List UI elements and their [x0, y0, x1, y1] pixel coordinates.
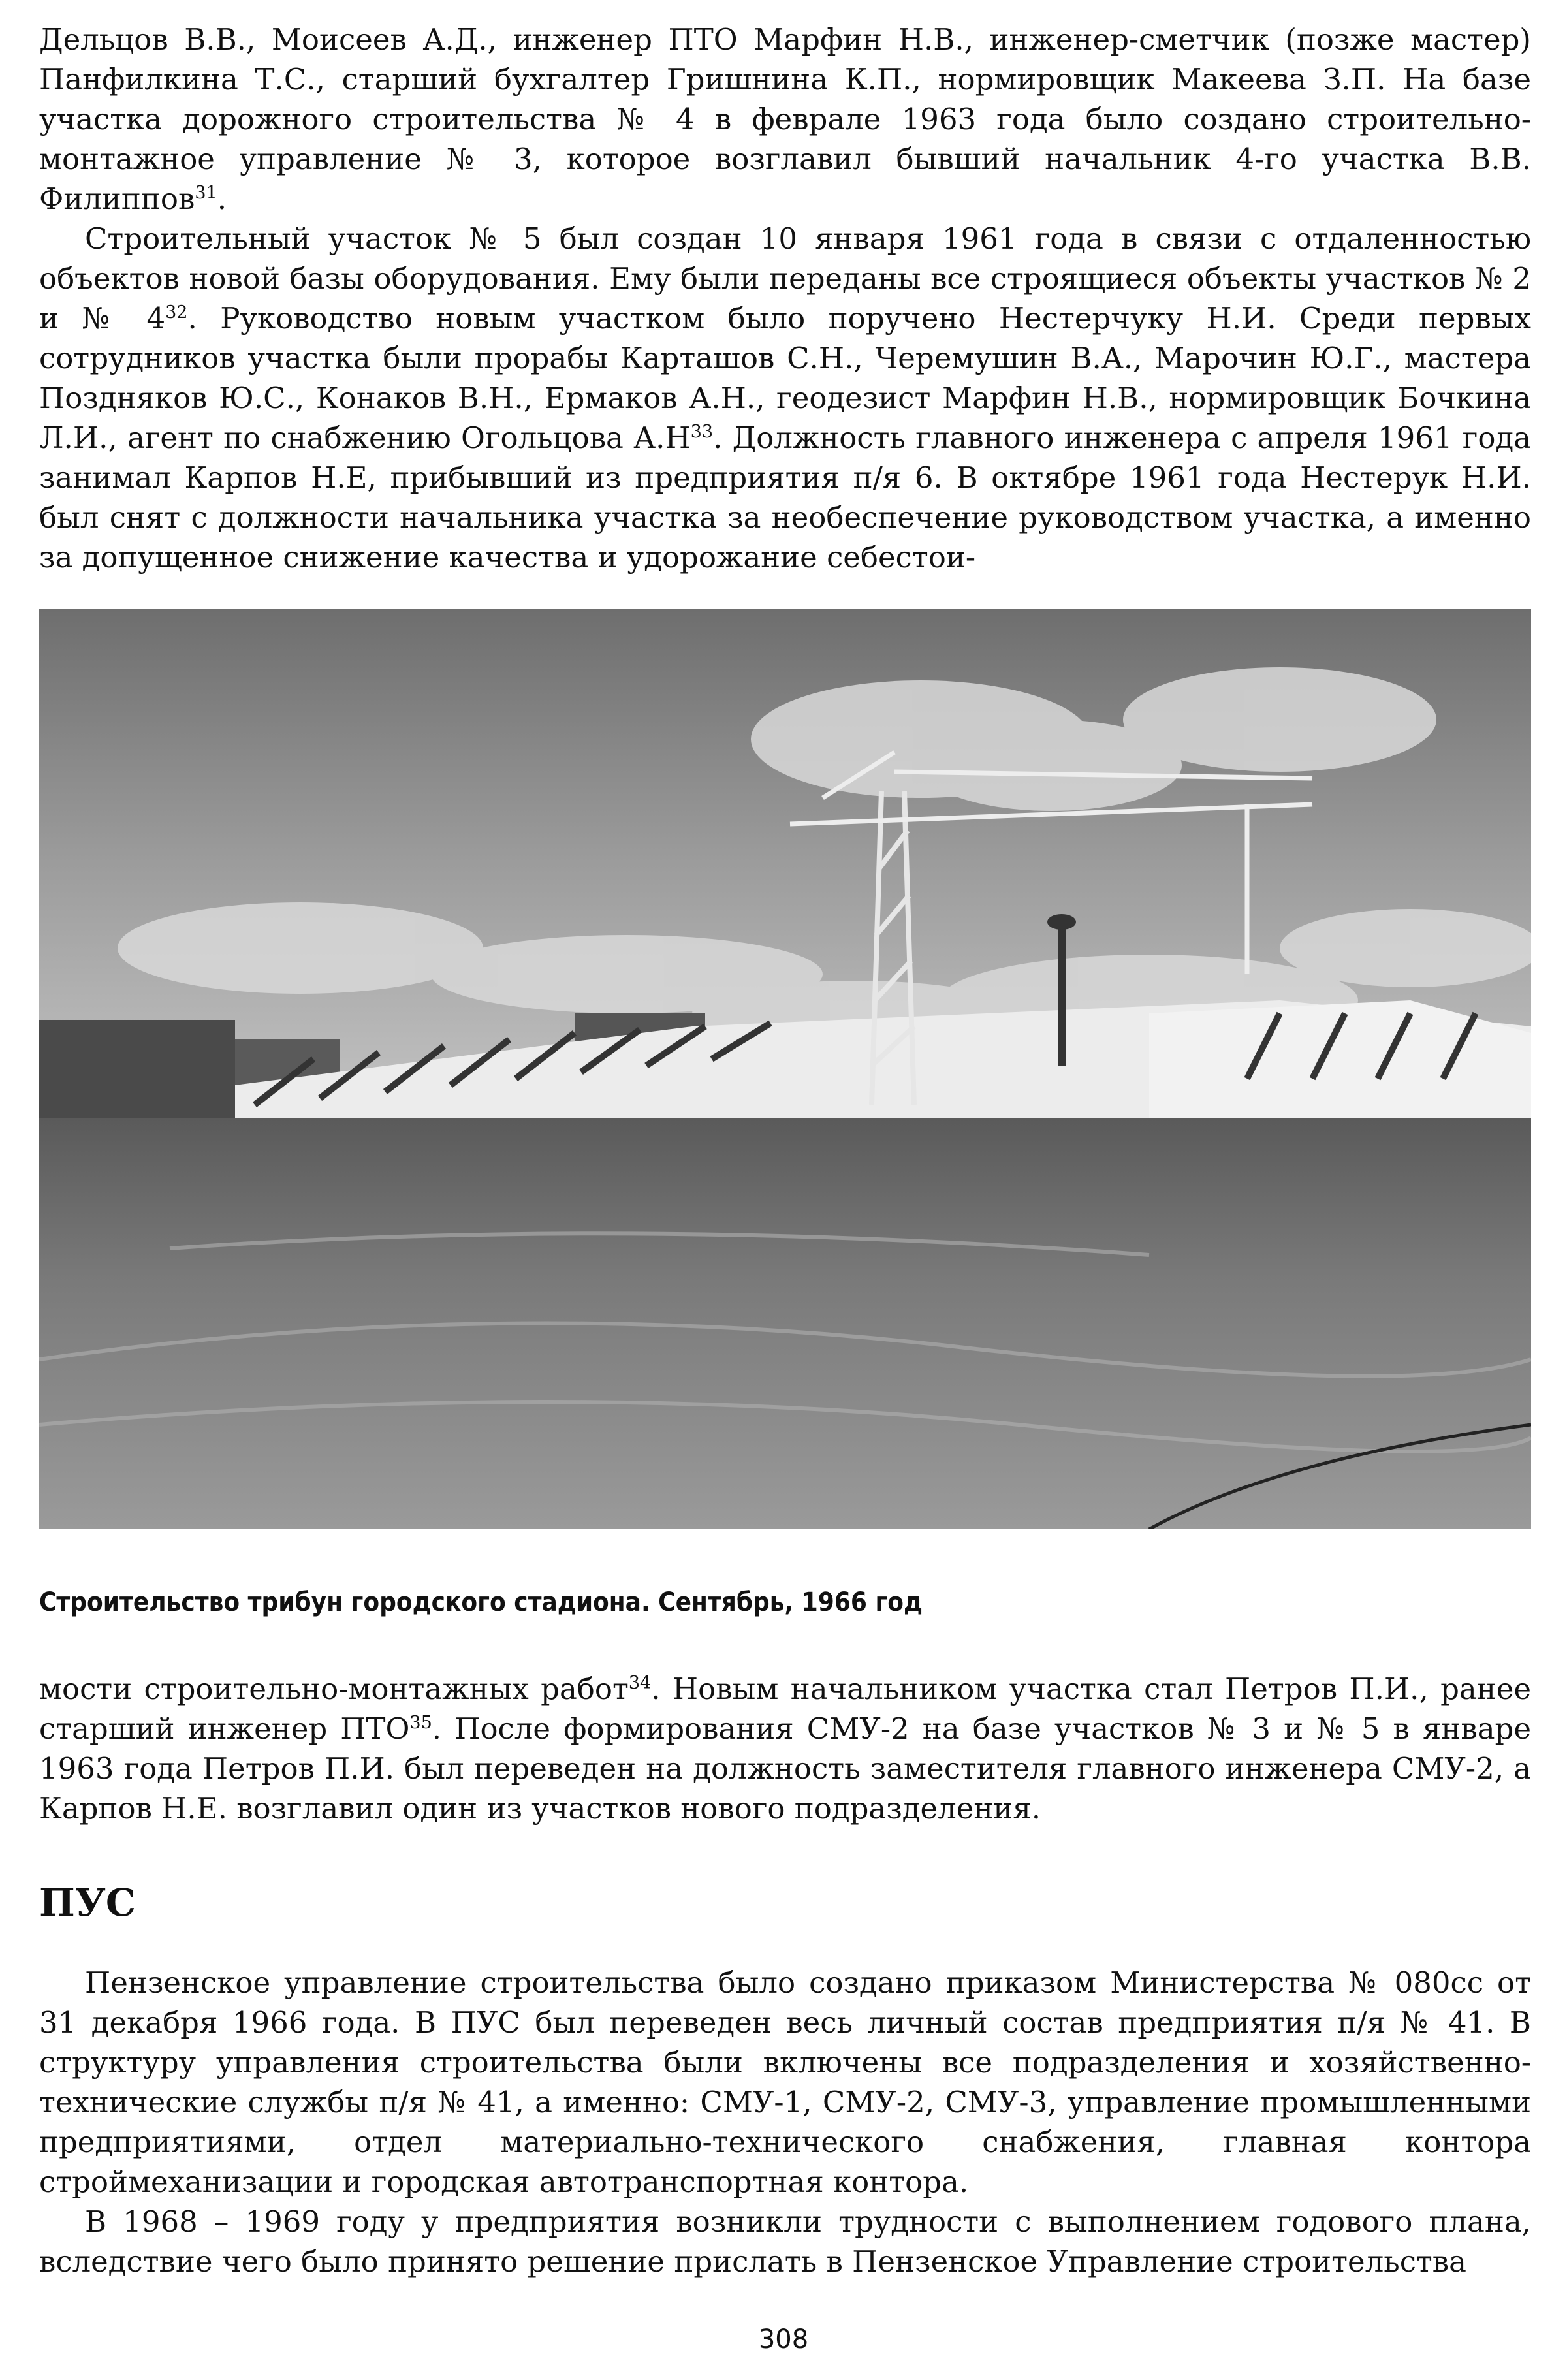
text-block-top	[39, 20, 1531, 577]
footnote-ref-33: 33	[690, 422, 714, 442]
paragraph-1: Дельцов В.В., Моисеев А.Д., инженер ПТО Марфин Н.В., инженер-сметчик (позже мастер) Панфилкина Т.С., старший бухгалтер Гришнина К.П., нормировщик Макеева З.П. На базе участка дорожного строительства № 4 в феврале 1963 года было создано строительно-монтажное управление № 3, которое возглавил бывший начальник 4-го участка В.В. Филиппов$^{31}$.	[39, 22, 1531, 216]
page-number: 308	[758, 2324, 809, 2355]
paragraph-2: Строительный участок № 5 был создан 10 января 1961 года в связи с отдаленностью объектов новой базы оборудования. Ему были переданы все строящиеся объекты участков № 2 и № $4^{32}$. Руководство новым участком было поручено Нестерчуку Н.И. Среди первых сотрудников участка были прорабы Карташов С.Н., Черемушин В.А., Марочин Ю.Г., мастера Поздняков Ю.С., Конаков В.Н., Ермаков А.Н., геодезист Марфин Н.В., нормировщик Бочкина Л.И., агент по снабжению Огольцова $А.Н^{33}$. Должность главного инженера с апреля 1961 года занимал Карпов Н.Е, прибывший из предприятия п/я 6. В октябре 1961 года Нестерук Н.И. был снят с должности начальника участка за необеспечение руководством участка, а именно за допущенное снижение качества и удорожание себестои-	[39, 221, 1531, 575]
paragraph-3: мости строительно-монтажных работ$^{34}$. Новым начальником участка стал Петров П.И., ранее старший инженер ПТО$^{35}$. После формирования СМУ-2 на базе участков № 3 и № 5 в январе 1963 года Петров П.И. был переведен на должность заместителя главного инженера СМУ-2, а Карпов Н.Е. возглавил один из участков нового подразделения.	[39, 1672, 1532, 1826]
footnote-ref-34: 34	[628, 1673, 652, 1693]
section-heading: ПУС	[39, 1880, 136, 1925]
text-block-middle	[39, 1669, 1531, 1828]
paragraph-4: Пензенское управление строительства было создано приказом Министерства № 080сс от 31 декабря 1966 года. В ПУС был переведен весь личный состав предприятия п/я № 41. В структуру управления строительства были включены все подразделения и хозяйственно-технические службы п/я № 41, а именно: СМУ-1, СМУ-2, СМУ-3, управление промышленными предприятиями, отдел материально-технического снабжения, главная контора строймеханизации и городская автотранспортная контора.	[39, 1965, 1531, 2199]
photo-caption: Строительство трибун городского стадиона. Сентябрь, 1966 год	[39, 1587, 923, 1617]
text-block-bottom	[39, 1963, 1531, 2281]
footnote-ref-32: 32	[165, 302, 188, 323]
footnote-ref-31: 31	[195, 183, 217, 203]
stadium-construction-photo	[39, 609, 1531, 1529]
photo-illustration	[39, 609, 1531, 1529]
footnote-ref-35: 35	[409, 1713, 432, 1733]
paragraph-5: В 1968 – 1969 году у предприятия возникли трудности с выполнением годового плана, вследствие чего было принято решение прислать в Пензенское Управление строительства	[39, 2204, 1531, 2279]
